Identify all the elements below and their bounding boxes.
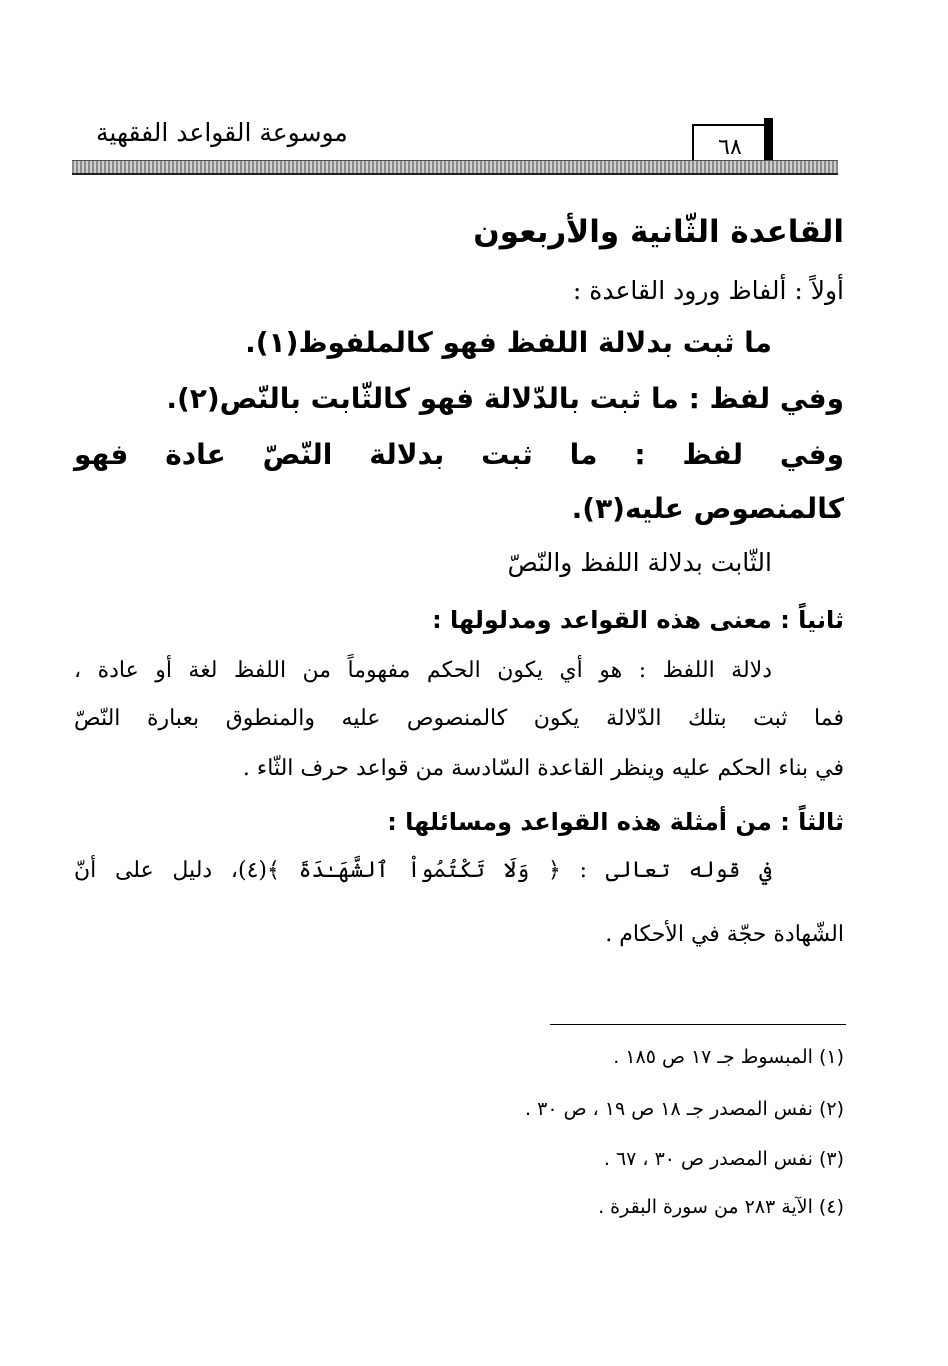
section-title-examples: ثالثاً : من أمثلة هذه القواعد ومسائلها : [387,808,844,836]
example-line-1: في قوله تعالى : ﴿ وَلَا تَكْتُمُواْ ٱلشَّهَـٰدَةَ ﴾(٤)، دليل على أنّ [74,858,772,883]
footnote-separator [550,1024,846,1025]
example-line-2: الشّهادة حجّة في الأحكام . [605,922,844,947]
rule-wording-3-line2: كالمنصوص عليه(٣). [571,492,844,525]
meaning-line-1: دلالة اللفظ : هو أي يكون الحكم مفهوماً من اللفظ لغة أو عادة ، [74,658,772,683]
footnote-2: (٢) نفس المصدر جـ ١٨ ص ١٩ ، ص ٣٠ . [525,1098,844,1120]
page-number: ٦٨ [718,134,742,160]
rule-subtitle: الثّابت بدلالة اللفظ والنّصّ [507,548,772,577]
header-decorative-band [72,160,838,175]
footnote-1: (١) المبسوط جـ ١٧ ص ١٨٥ . [613,1046,844,1068]
running-header-title: موسوعة القواعد الفقهية [96,118,348,147]
rule-heading: القاعدة الثّانية والأربعون [473,214,844,250]
rule-wording-3-line1: وفي لفظ : ما ثبت بدلالة النّصّ عادة فهو [74,438,844,471]
footnote-3: (٣) نفس المصدر ص ٣٠ ، ٦٧ . [603,1148,844,1170]
meaning-line-3: في بناء الحكم عليه وينظر القاعدة السّادسة من قواعد حرف الثّاء . [242,756,844,781]
section-title-meaning: ثانياً : معنى هذه القواعد ومدلولها : [432,606,844,634]
rule-wording-1: ما ثبت بدلالة اللفظ فهو كالملفوظ(١). [245,326,772,359]
meaning-line-2: فما ثبت بتلك الدّلالة يكون كالمنصوص عليه والمنطوق بعبارة النّصّ [74,706,844,731]
rule-wording-2: وفي لفظ : ما ثبت بالدّلالة فهو كالثّابت بالنّص(٢). [166,382,844,415]
section-title-wording: أولاً : ألفاظ ورود القاعدة : [572,276,844,305]
footnote-4: (٤) الآية ٢٨٣ من سورة البقرة . [598,1196,844,1218]
